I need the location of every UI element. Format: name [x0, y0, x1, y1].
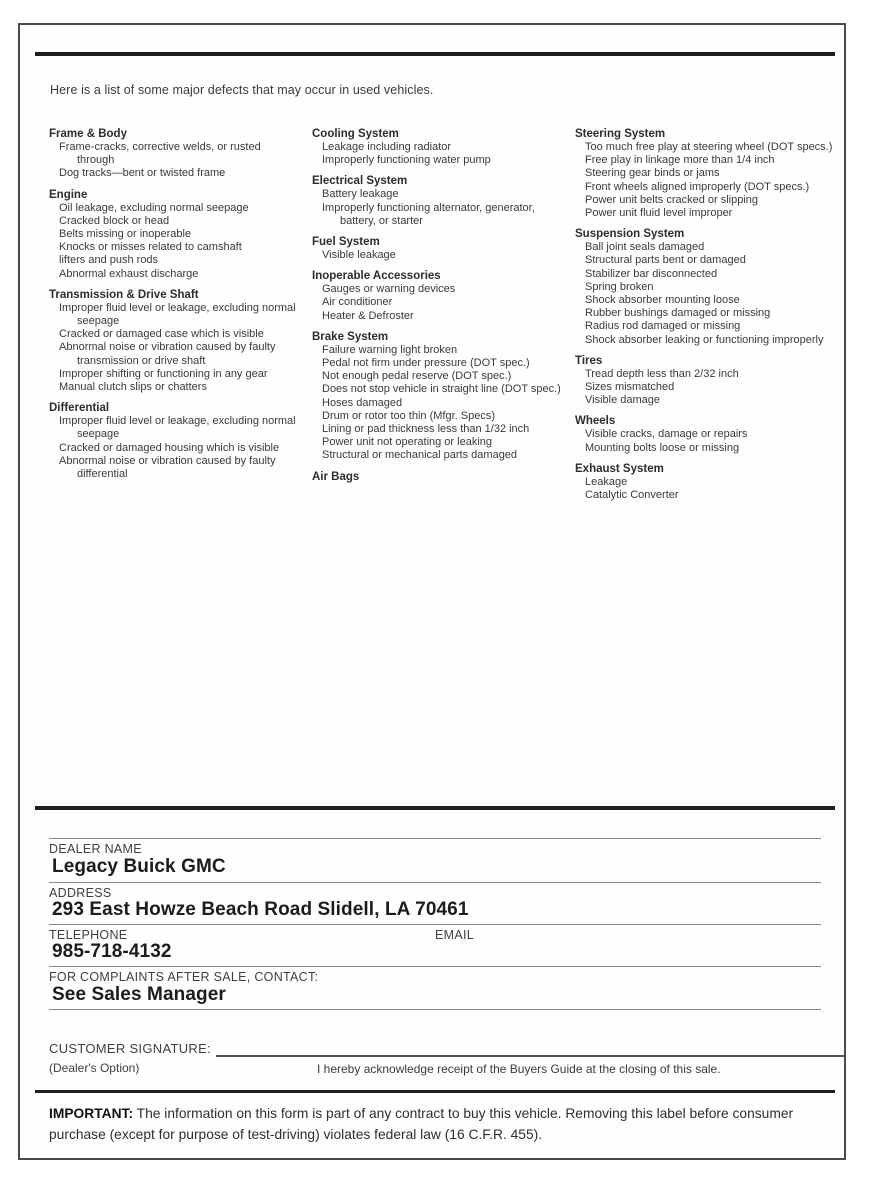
defect-section: [49, 401, 301, 481]
important-label: IMPORTANT:: [49, 1106, 134, 1121]
defects-column-3: [575, 127, 841, 509]
defect-item: Mounting bolts loose or missing: [585, 441, 740, 454]
email-label: EMAIL: [435, 928, 475, 942]
defect-item: Catalytic Converter: [585, 489, 679, 502]
important-notice: [49, 1103, 824, 1145]
defect-item: Improperly functioning water pump: [322, 154, 491, 167]
defect-item: Dog tracks—bent or twisted frame: [59, 167, 226, 180]
defect-item: Sizes mismatched: [585, 381, 675, 394]
dealer-name-label: DEALER NAME: [49, 842, 142, 856]
defect-section-title: Exhaust System: [575, 462, 664, 475]
defect-item: lifters and push rods: [59, 254, 159, 267]
field-line: [49, 1009, 821, 1010]
field-line: [49, 924, 821, 925]
defect-item: Power unit fluid level improper: [585, 207, 733, 220]
defect-section: [312, 330, 566, 463]
defect-item: Hoses damaged: [322, 396, 403, 409]
defect-section: [575, 414, 841, 454]
defect-section-title: Inoperable Accessories: [312, 270, 441, 283]
defect-item: Radius rod damaged or missing: [585, 320, 741, 333]
defect-item: Battery leakage: [322, 188, 399, 201]
defect-item: Improperly functioning alternator, generator, battery, or starter: [322, 201, 535, 227]
important-body: The information on this form is part of any contract to buy this vehicle. Removing this label before consumer purchase (except for purpose of test-driving) violates federal law (16 C.F.R. 455).: [49, 1106, 794, 1142]
defect-item: Lining or pad thickness less than 1/32 inch: [322, 423, 530, 436]
defect-item: Too much free play at steering wheel (DOT specs.): [585, 141, 833, 153]
defect-section-title: Steering System: [575, 128, 666, 140]
defect-item: Front wheels aligned improperly (DOT specs.): [585, 180, 810, 193]
defect-item: Shock absorber mounting loose: [585, 294, 740, 307]
defect-item: Spring broken: [585, 280, 654, 293]
defect-section: [575, 127, 841, 220]
defect-item: Shock absorber leaking or functioning improperly: [585, 333, 824, 346]
defect-item: Belts missing or inoperable: [59, 228, 192, 241]
defect-item: Tread depth less than 2/32 inch: [585, 367, 739, 380]
defect-section-title: Tires: [575, 354, 603, 367]
defect-section-title: Engine: [49, 188, 88, 201]
defect-section-title: Air Bags: [312, 470, 360, 483]
customer-signature-label: CUSTOMER SIGNATURE:: [49, 1041, 211, 1056]
defect-section-title: Frame & Body: [49, 128, 127, 140]
defect-item: Cracked or damaged case which is visible: [59, 328, 264, 341]
defect-item: Abnormal noise or vibration caused by faulty transmission or drive shaft: [59, 341, 276, 367]
defect-section: [49, 288, 301, 394]
defect-section: [575, 462, 841, 502]
bottom-divider: [35, 1090, 835, 1093]
defect-section-title: Cooling System: [312, 128, 399, 140]
defect-item: Abnormal noise or vibration caused by faulty differential: [59, 454, 276, 481]
defect-item: Does not stop vehicle in straight line (DOT spec.): [322, 383, 561, 396]
defect-section: [312, 470, 566, 484]
defect-item: Visible leakage: [322, 249, 396, 262]
defect-item: Improper fluid level or leakage, excluding normal seepage: [59, 415, 296, 441]
dealers-option-note: (Dealer's Option): [49, 1061, 140, 1075]
field-line: [49, 882, 821, 883]
defect-section: [49, 188, 301, 281]
field-line: [49, 838, 821, 839]
defect-section-title: Fuel System: [312, 236, 380, 249]
defect-section-title: Suspension System: [575, 228, 685, 241]
defect-section: [575, 354, 841, 408]
defect-section: [575, 227, 841, 347]
defect-item: Gauges or warning devices: [322, 283, 456, 296]
field-line: [49, 966, 821, 967]
defect-section-title: Transmission & Drive Shaft: [49, 288, 199, 301]
address-value: 293 East Howze Beach Road Slidell, LA 70461: [52, 899, 469, 920]
address-label: ADDRESS: [49, 886, 112, 900]
defect-item: Improper shifting or functioning in any gear: [59, 367, 268, 380]
defects-column-1: [49, 127, 301, 488]
defect-item: Heater & Defroster: [322, 309, 414, 322]
defect-item: Leakage including radiator: [322, 141, 452, 153]
defect-section: [312, 235, 566, 262]
complaints-value: See Sales Manager: [52, 984, 226, 1005]
defect-item: Stabilizer bar disconnected: [585, 267, 718, 280]
defect-item: Free play in linkage more than 1/4 inch: [585, 154, 775, 167]
mid-divider: [35, 806, 835, 810]
defect-item: Knocks or misses related to camshaft: [59, 241, 242, 254]
defect-section: [312, 127, 566, 167]
defect-item: Air conditioner: [322, 296, 393, 309]
defect-item: Power unit not operating or leaking: [322, 436, 492, 449]
top-divider: [35, 52, 835, 56]
defect-section-title: Brake System: [312, 330, 389, 343]
defect-item: Frame-cracks, corrective welds, or rusted through: [59, 141, 261, 167]
defect-section-title: Differential: [49, 402, 110, 415]
defect-item: Abnormal exhaust discharge: [59, 267, 199, 280]
complaints-label: FOR COMPLAINTS AFTER SALE, CONTACT:: [49, 970, 319, 984]
defect-item: Not enough pedal reserve (DOT spec.): [322, 370, 512, 383]
defect-item: Failure warning light broken: [322, 343, 458, 356]
defect-item: Steering gear binds or jams: [585, 167, 720, 180]
defect-item: Power unit belts cracked or slipping: [585, 193, 759, 206]
defect-item: Pedal not firm under pressure (DOT spec.): [322, 357, 530, 370]
signature-line: [216, 1055, 846, 1057]
defect-item: Drum or rotor too thin (Mfgr. Specs): [322, 409, 495, 422]
dealer-name-value: Legacy Buick GMC: [52, 856, 226, 877]
defect-item: Cracked block or head: [59, 214, 170, 227]
telephone-label: TELEPHONE: [49, 928, 128, 942]
defect-section: [49, 127, 301, 181]
defect-item: Structural or mechanical parts damaged: [322, 449, 518, 462]
defect-section-title: Wheels: [575, 415, 616, 428]
defect-section: [312, 174, 566, 228]
defects-column-2: [312, 127, 566, 491]
telephone-value: 985-718-4132: [52, 941, 172, 962]
defect-item: Manual clutch slips or chatters: [59, 381, 207, 394]
defect-item: Improper fluid level or leakage, excluding normal seepage: [59, 301, 296, 328]
defect-item: Cracked or damaged housing which is visible: [59, 441, 280, 454]
buyers-guide-back-page: [18, 23, 846, 1160]
defect-item: Visible damage: [585, 394, 661, 407]
defect-item: Structural parts bent or damaged: [585, 254, 746, 267]
defect-item: Leakage: [585, 475, 628, 488]
defect-item: Oil leakage, excluding normal seepage: [59, 201, 249, 214]
defect-item: Visible cracks, damage or repairs: [585, 428, 748, 441]
defect-section: [312, 269, 566, 323]
defect-section-title: Electrical System: [312, 175, 408, 188]
defect-item: Ball joint seals damaged: [585, 241, 705, 254]
defect-item: Rubber bushings damaged or missing: [585, 307, 771, 320]
intro-text: Here is a list of some major defects that may occur in used vehicles.: [50, 83, 434, 97]
acknowledgment-text: I hereby acknowledge receipt of the Buyers Guide at the closing of this sale.: [317, 1062, 721, 1076]
